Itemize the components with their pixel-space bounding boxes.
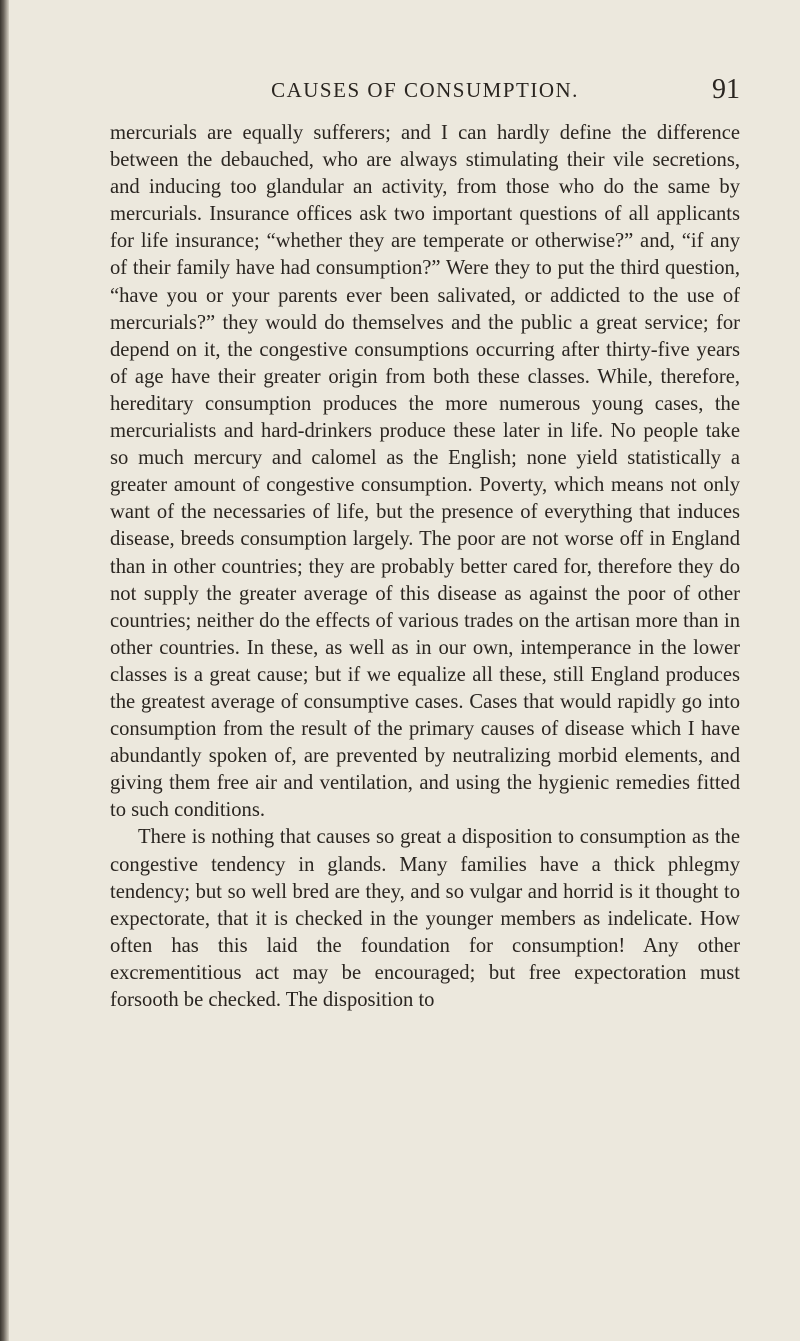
paragraph: mercurials are equally sufferers; and I can hardly define the difference between the debauched, who are always stimulating their vile secretions, and inducing too glandular an activity, from those who do the same by mercurials. Insurance offices ask two important questions of all applicants for life insurance; “whether they are temperate or otherwise?” and, “if any of their family have had consumption?” Were they to put the third question, “have you or your parents ever been salivated, or addicted to the use of mercurials?” they would do themselves and the public a great service; for depend on it, the congestive consumptions occurring after thirty-five years of age have their greater origin from both these classes. While, therefore, hereditary consumption produces the more numerous young cases, the mercurialists and hard-drinkers produce these later in life. No people take so much mercury and calomel as the English; none yield statistically a greater amount of congestive consumption. Poverty, which means not only want of the necessaries of life, but the presence of everything that induces disease, breeds consumption largely. The poor are not worse off in England than in other countries; they are probably better cared for, therefore they do not supply the greater average of this disease as against the poor of other countries; neither do the effects of various trades on the artisan more than in other countries. In these, as well as in our own, intemperance in the lower classes is a great cause; but if we equalize all these, still England produces the greatest average of consumptive cases. Cases that would rapidly go into consumption from the result of the primary causes of disease which I have abundantly spoken of, are prevented by neutralizing morbid elements, and giving them free air and ventilation, and using the hygienic remedies fitted to such conditions. (110, 122, 740, 822)
running-head (110, 74, 740, 114)
paragraph: There is nothing that causes so great a disposition to consumption as the congestive tendency in glands. Many families have a thick phlegmy tendency; but so well bred are they, and so vulgar and horrid is it thought to expectorate, that it is checked in the younger members as indelicate. How often has this laid the foundation for consumption! Any other excrementitious act may be encouraged; but free expectoration must forsooth be checked. The disposition to (110, 826, 740, 1011)
book-page (110, 74, 740, 1014)
page-number: 91 (712, 74, 740, 105)
book-binding-edge (0, 0, 9, 1341)
running-title: CAUSES OF CONSUMPTION. (271, 78, 579, 102)
body-text (110, 120, 740, 1014)
